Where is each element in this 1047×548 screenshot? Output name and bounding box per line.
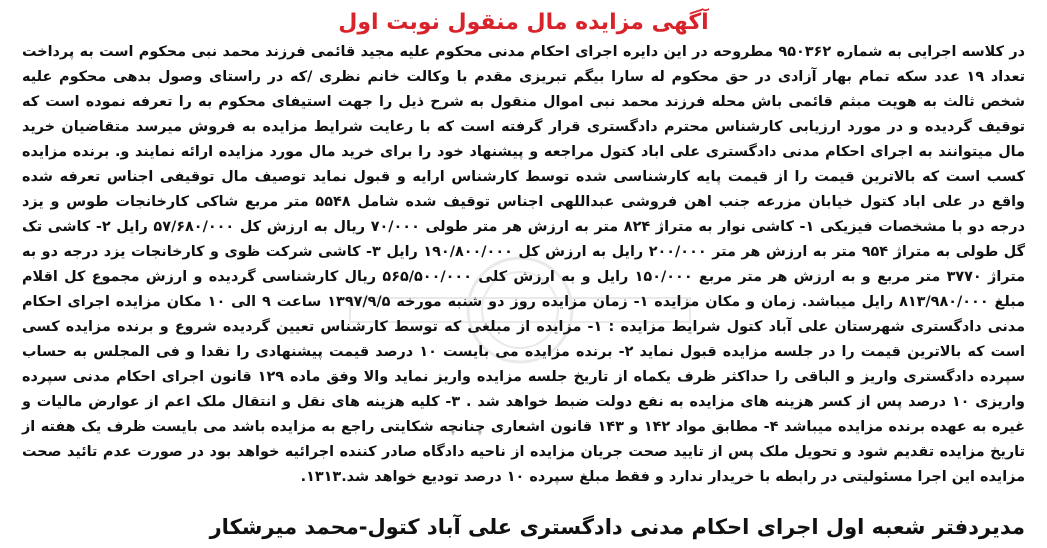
notice-body: در کلاسه اجرایی به شماره ۹۵۰۳۶۲ مطروحه در این دایره اجرای احکام مدنی محکوم علیه مجید قائمی فرزند محمد نبی محکوم است به پرداخت تعداد ۱۹ عدد سکه تمام بهار آزادی در حق محکوم له سارا بیگم تبریزی مقدم با وکالت خانم نظری /که در راستای وصول بدهی محکوم علیه شخص ثالث به هویت مبثم قائمی باش محله فرزند محمد نبی اموال منقول به شرح ذیل را جهت استیفای محکوم به را تعرفه نموده است که توقیف گردیده و در مورد ارزیابی کارشناس محترم دادگستری قرار گرفته است که با رعایت شرایط مزایده به فروش میرسد متقاضیان خرید مال میتوانند به اجرای احکام مدنی دادگستری علی اباد کتول مراجعه و پیشنهاد خود را برای خرید مال مورد مزایده ارائه نمایند و. برنده مزایده کسب است که بالاترین قیمت را از قیمت پایه کارشناسی شده توسط کارشناس ارایه و قبول نماید توصیف مال توقیفی اجناس تعرفه شده واقع در علی اباد کتول خیابان مزرعه جنب اهن فروشی عبداللهی اجناس توقیف شده شامل ۵۵۴۸ متر مربع شاکی کارخانجات طوس و یزد درجه دو با مشخصات فیزیکی ۱- کاشی نوار به متراژ ۸۲۴ متر به ارزش هر متر طولی ۷۰/۰۰۰ ریال به ارزش کل ۵۷/۶۸۰/۰۰۰ رایل ۲- کاشی تک گل طولی به متراژ ۹۵۴ متر به ارزش هر متر ۲۰۰/۰۰۰ رایل به ارزش کل ۱۹۰/۸۰۰/۰۰۰ رایل ۳- کاشی شرکت ظوی و کارخانجات یزد درجه دو به متراژ ۳۷۷۰ متر مربع و به ارزش هر متر مربع ۱۵۰/۰۰۰ رایل و به ارزش کلی ۵۶۵/۵۰۰/۰۰۰ ریال کارشناسی گردیده و ارزش مجموع کل اقلام مبلغ ۸۱۳/۹۸۰/۰۰۰ رایل میباشد. زمان و مکان مزایده ۱- زمان مزایده روز دو شنبه مورخه ۱۳۹۷/۹/۵ ساعت ۹ الی ۱۰ مکان مزایده اجرای احکام مدنی دادگستری شهرستان علی آباد کتول شرایط مزایده : ۱- مزایده از مبلغی که توسط کارشناس تعیین گردیده شروع و برنده مزایده کسی است که بالاترین قیمت را در جلسه مزایده قبول نماید ۲- برنده مزایده می بایست ۱۰ درصد قیمت پیشنهادی را نقدا و فی المجلس به حساب سپرده دادگستری واریز و الباقی را حداکثر ظرف یکماه از تاریخ جلسه مزایده واریز نماید والا وفق ماده ۱۲۹ قانون اجرای احکام مدنی سپرده واریزی ۱۰ درصد پس از کسر هزینه های مزایده به نفع دولت ضبط خواهد شد . ۳- کلیه هزینه های نقل و انتقال ملک اعم از عوارض مالیات و غیره به عهده برنده مزایده میباشد ۴- مطابق مواد ۱۴۲ و ۱۴۳ قانون اشعاری چنانچه شکایتی راجع به مزایده باشد می بایست ظرف یک هفته از تاریخ مزایده تقدیم شود و تحویل ملک پس از تایید صحت جریان مزایده از ناحیه دادگاه صادر کننده اجرائیه خواهد بود در صورت عدم تائید صحت مزایده این اجرا مسئولیتی در رابطه با خریدار ندارد و فقط مبلغ سپرده ۱۰ درصد تودیع خواهد شد.۱۳۱۳.: [22, 44, 1026, 485]
notice-title: آگهی مزایده مال منقول نوبت اول: [338, 10, 709, 35]
notice-signature: مدیردفتر شعبه اول اجرای احکام مدنی دادگستری علی آباد کتول-محمد میرشکار: [209, 515, 1025, 539]
